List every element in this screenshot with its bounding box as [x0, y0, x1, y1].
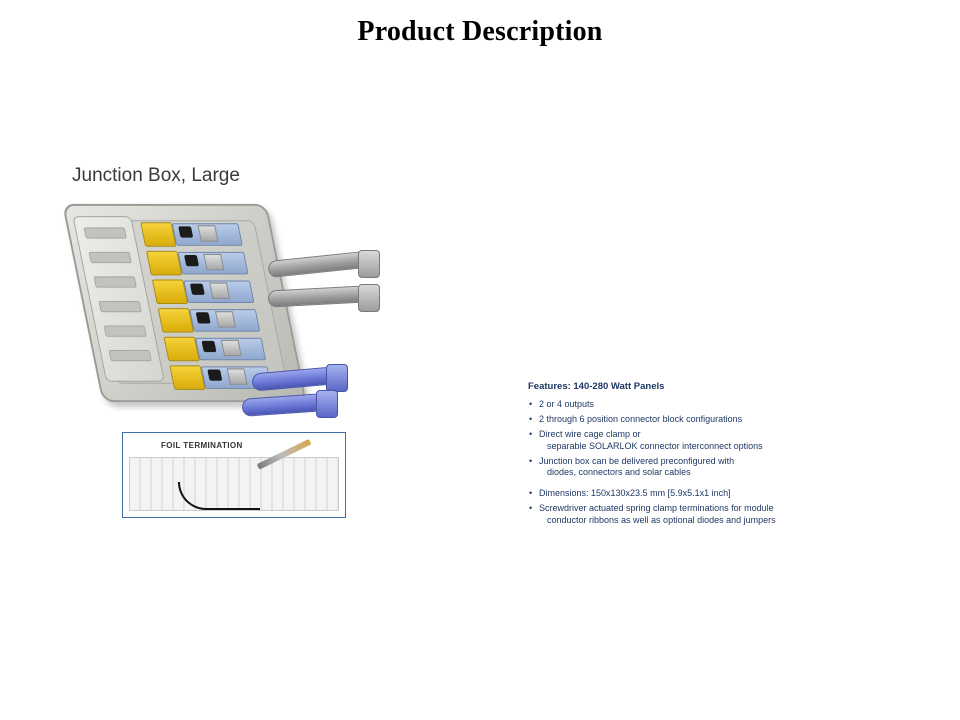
output-cable-grey: [267, 251, 366, 278]
features-title: Features: 140-280 Watt Panels: [528, 381, 665, 392]
spring-clip: [198, 225, 219, 241]
terminal-clamp-yellow: [146, 251, 182, 276]
spring-clip: [203, 254, 224, 270]
feature-line-continued: conductor ribbons as well as optional diodes and jumpers: [547, 515, 776, 526]
product-label: Junction Box, Large: [72, 165, 240, 186]
lid-rib: [98, 301, 141, 312]
feature-item: [528, 503, 868, 527]
terminal-clamp-yellow: [169, 365, 205, 390]
page-title: Product Description: [357, 16, 603, 47]
feature-line: 2 through 6 position connector block configurations: [539, 413, 743, 424]
terminal-clamp-yellow: [152, 279, 188, 304]
terminal-block: [146, 251, 253, 277]
terminal-clamp-yellow: [158, 308, 194, 333]
cable-connector-blue: [326, 364, 348, 392]
cable-connector: [358, 284, 380, 312]
diode: [190, 284, 205, 295]
terminal-block: [163, 337, 270, 363]
terminal-block: [158, 308, 265, 334]
foil-termination-title: FOIL TERMINATION: [161, 441, 243, 450]
feature-line-continued: separable SOLARLOK connector interconnect options: [547, 440, 763, 451]
spring-clip: [227, 368, 248, 384]
screwdriver-icon: [257, 439, 312, 470]
lid-rib: [94, 276, 137, 287]
spring-clip: [215, 311, 236, 327]
terminal-clamp-yellow: [163, 337, 199, 362]
diode: [184, 255, 199, 266]
foil-termination-diagram: [129, 457, 339, 511]
junction-box-image: [62, 198, 402, 433]
terminal-block: [140, 222, 247, 248]
spring-clip: [221, 340, 242, 356]
terminal-block: [152, 279, 259, 305]
cable-connector-blue: [316, 390, 338, 418]
terminal-clamp-yellow: [140, 222, 176, 247]
lid-rib: [103, 325, 146, 336]
feature-line-continued: diodes, connectors and solar cables: [547, 467, 691, 478]
feature-item: [528, 456, 868, 480]
lid-rib: [89, 252, 132, 263]
feature-line: 2 or 4 outputs: [539, 398, 595, 409]
diode: [201, 341, 216, 352]
output-cable-grey: [268, 285, 367, 307]
feature-line: Screwdriver actuated spring clamp terminations for module: [539, 503, 774, 514]
foil-termination-inset: [122, 432, 346, 518]
lid-rib: [84, 227, 127, 238]
feature-item: [528, 414, 868, 426]
feature-item: [528, 429, 868, 453]
diode: [196, 312, 211, 323]
spring-clip: [209, 283, 230, 299]
feature-line: Direct wire cage clamp or: [539, 428, 641, 439]
feature-item: [528, 399, 868, 411]
lid-rib: [108, 350, 151, 361]
conductor-ribbon: [178, 482, 260, 510]
feature-line: Dimensions: 150x130x23.5 mm [5.9x5.1x1 inch]: [539, 488, 731, 499]
cable-connector: [358, 250, 380, 278]
features-block: [528, 381, 868, 530]
feature-item: [528, 488, 868, 500]
diode: [178, 226, 193, 237]
diode: [207, 369, 222, 380]
feature-line: Junction box can be delivered preconfigured with: [539, 455, 735, 466]
